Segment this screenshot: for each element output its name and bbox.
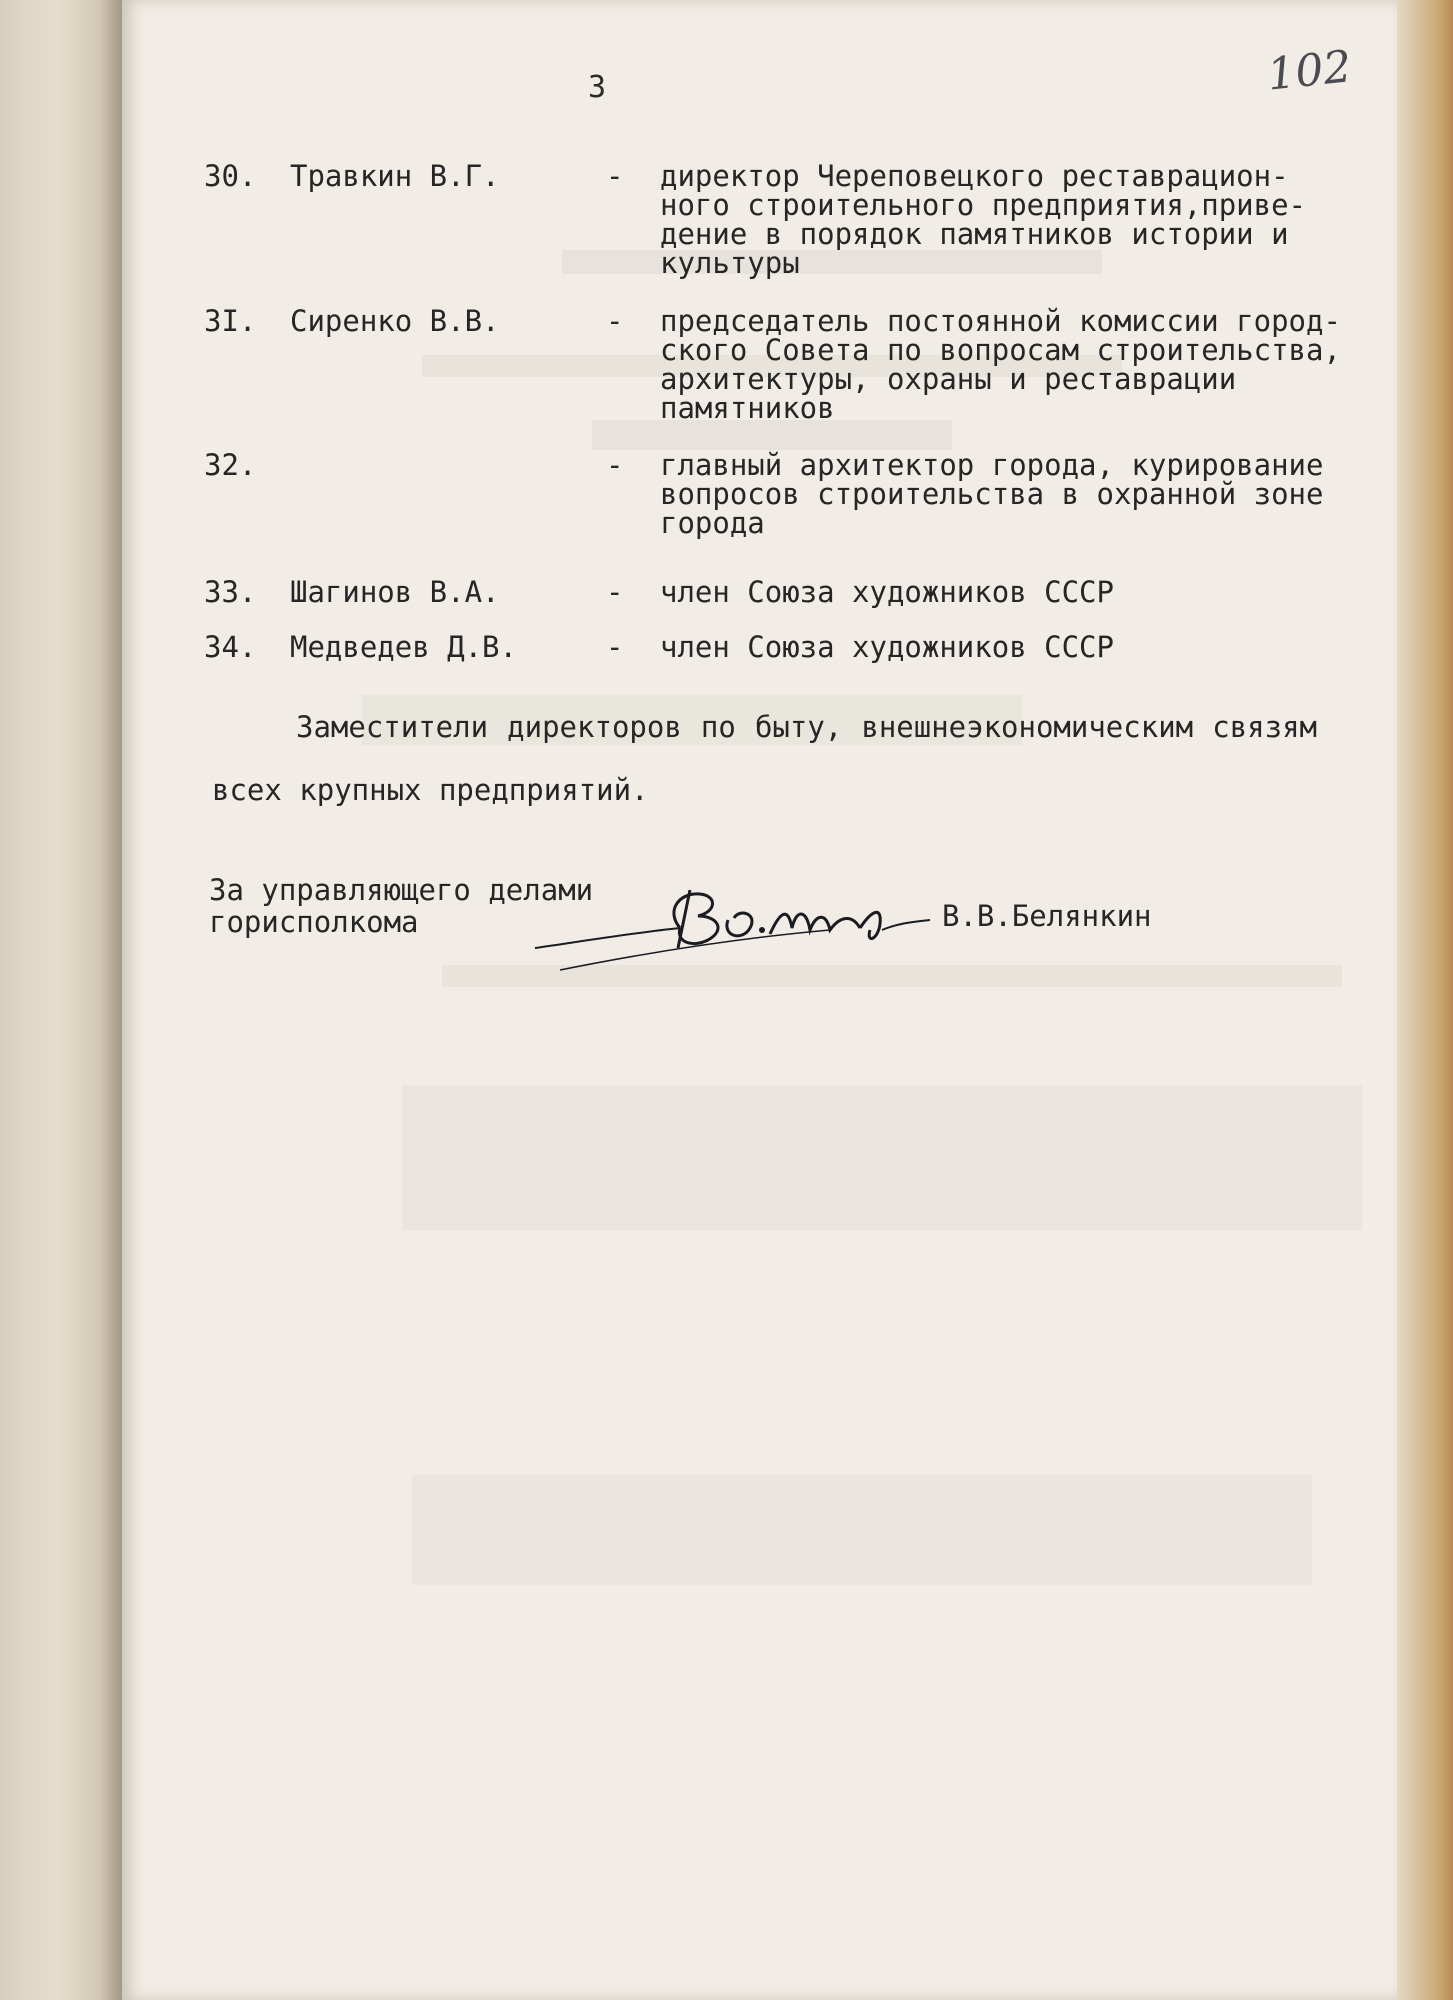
member-role: член Союза художников СССР [660,630,1114,664]
handwritten-signature [530,870,940,980]
member-name: Травкин В.Г. [290,159,500,193]
dash-separator: - [606,448,624,482]
archive-sheet-number: 102 [1265,41,1354,101]
dash-separator: - [606,575,624,609]
member-role: культуры [660,246,800,280]
member-name: Медведев Д.В. [290,630,517,664]
item-number: 32. [204,448,257,482]
member-role: вопросов строительства в охранной зоне [660,477,1324,511]
member-role: член Союза художников СССР [660,575,1114,609]
signatory-title-line: За управляющего делами [209,873,594,907]
dash-separator: - [606,159,624,193]
dash-separator: - [606,630,624,664]
item-number: 33. [204,575,257,609]
item-number: 3I. [204,304,257,338]
member-role: ского Совета по вопросам строительства, [660,333,1341,367]
member-role: архитектуры, охраны и реставрации [660,362,1237,396]
member-role: памятников [660,391,835,425]
signatory-title-line: горисполкома [209,905,419,939]
member-role: города [660,506,765,540]
member-role: ного строительного предприятия,приве- [660,188,1307,222]
item-number: 30. [204,159,257,193]
member-role: директор Череповецкого реставрацион- [660,159,1289,193]
signatory-name: В.В.Белянкин [942,899,1152,933]
item-number: 34. [204,630,257,664]
member-name: Сиренко В.В. [290,304,500,338]
bleed-through-mark [412,1475,1312,1585]
deputies-note: Заместители директоров по быту, внешнеэкономическим связям всех крупных предприятий. [212,710,1317,807]
member-role: председатель постоянной комиссии город- [660,304,1341,338]
page-number: 3 [588,70,607,105]
bleed-through-mark [402,1085,1362,1230]
member-role: главный архитектор города, курирование [660,448,1324,482]
document-page [122,0,1397,2000]
member-role: дение в порядок памятников истории и [660,217,1289,251]
member-name: Шагинов В.А. [290,575,500,609]
bleed-through-mark [562,250,1102,274]
dash-separator: - [606,304,624,338]
